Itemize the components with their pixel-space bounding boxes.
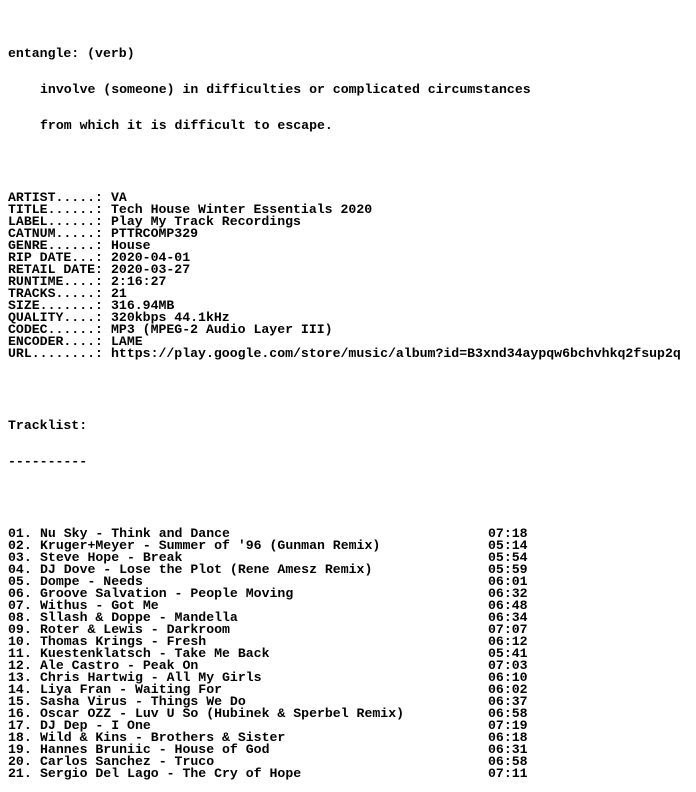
track-title: Thomas Krings - Fresh [40, 634, 207, 649]
info-key: URL........: [8, 346, 103, 361]
release-info-block [8, 192, 694, 360]
track-row [8, 720, 694, 732]
info-key: SIZE.......: [8, 298, 103, 313]
info-key: LABEL......: [8, 214, 103, 229]
track-title: Sasha Virus - Things We Do [40, 694, 246, 709]
track-title: Kuestenklatsch - Take Me Back [40, 646, 270, 661]
track-number: 03. [8, 550, 32, 565]
track-duration: 07:11 [488, 766, 528, 781]
tracklist-heading: Tracklist: [8, 418, 88, 433]
track-number: 11. [8, 646, 32, 661]
track-duration: 06:32 [488, 586, 528, 601]
track-title: Nu Sky - Think and Dance [40, 526, 230, 541]
track-number: 02. [8, 538, 32, 553]
track-number: 18. [8, 730, 32, 745]
nfo-text-document [8, 24, 694, 792]
track-title: Groove Salvation - People Moving [40, 586, 294, 601]
track-number: 16. [8, 706, 32, 721]
track-title: Liya Fran - Waiting For [40, 682, 223, 697]
info-key: CATNUM.....: [8, 226, 103, 241]
track-title: Roter & Lewis - Darkroom [40, 622, 230, 637]
track-title: DJ Dep - I One [40, 718, 151, 733]
track-row [8, 552, 694, 564]
track-duration: 07:18 [488, 526, 528, 541]
track-duration: 06:12 [488, 634, 528, 649]
info-value: https://play.google.com/store/music/album?id=B3xnd34aypqw6bchvhkq2fsup2q [111, 346, 681, 361]
info-key: GENRE......: [8, 238, 103, 253]
track-title: Ale Castro - Peak On [40, 658, 199, 673]
info-value: 320kbps 44.1kHz [111, 310, 230, 325]
track-duration: 07:19 [488, 718, 528, 733]
info-value: Play My Track Recordings [111, 214, 301, 229]
track-row [8, 696, 694, 708]
track-number: 01. [8, 526, 32, 541]
definition-line-2: from which it is difficult to escape. [40, 118, 333, 133]
track-duration: 06:58 [488, 706, 528, 721]
track-number: 15. [8, 694, 32, 709]
track-number: 07. [8, 598, 32, 613]
track-duration: 06:31 [488, 742, 528, 757]
info-value: 21 [111, 286, 127, 301]
track-number: 08. [8, 610, 32, 625]
info-key: CODEC......: [8, 322, 103, 337]
track-duration: 06:58 [488, 754, 528, 769]
track-row [8, 600, 694, 612]
info-key: ENCODER....: [8, 334, 103, 349]
track-number: 09. [8, 622, 32, 637]
track-row [8, 744, 694, 756]
info-key: TITLE......: [8, 202, 103, 217]
info-value: PTTRCOMP329 [111, 226, 199, 241]
track-duration: 05:14 [488, 538, 528, 553]
info-key: TRACKS.....: [8, 286, 103, 301]
track-row [8, 624, 694, 636]
track-row [8, 684, 694, 696]
track-number: 20. [8, 754, 32, 769]
track-duration: 05:59 [488, 562, 528, 577]
track-number: 04. [8, 562, 32, 577]
track-number: 21. [8, 766, 32, 781]
track-row [8, 576, 694, 588]
track-duration: 06:01 [488, 574, 528, 589]
track-number: 13. [8, 670, 32, 685]
track-duration: 05:54 [488, 550, 528, 565]
track-number: 12. [8, 658, 32, 673]
track-row [8, 672, 694, 684]
track-number: 19. [8, 742, 32, 757]
info-key: ARTIST.....: [8, 190, 103, 205]
info-key: QUALITY....: [8, 310, 103, 325]
info-row [8, 348, 694, 360]
track-number: 14. [8, 682, 32, 697]
track-duration: 06:18 [488, 730, 528, 745]
spacer [8, 384, 694, 396]
info-value: LAME [111, 334, 143, 349]
tracklist-underline: ---------- [8, 454, 88, 469]
definition-line-1: involve (someone) in difficulties or complicated circumstances [40, 82, 531, 97]
info-value: MP3 (MPEG-2 Audio Layer III) [111, 322, 333, 337]
track-row [8, 768, 694, 780]
track-number: 10. [8, 634, 32, 649]
info-value: 316.94MB [111, 298, 175, 313]
spacer [8, 156, 694, 168]
track-number: 17. [8, 718, 32, 733]
track-title: Hannes Bruniic - House of God [40, 742, 270, 757]
track-duration: 06:10 [488, 670, 528, 685]
track-duration: 06:34 [488, 610, 528, 625]
track-title: Sergio Del Lago - The Cry of Hope [40, 766, 302, 781]
info-value: 2020-03-27 [111, 262, 191, 277]
track-row [8, 660, 694, 672]
track-row [8, 612, 694, 624]
info-value: Tech House Winter Essentials 2020 [111, 202, 373, 217]
track-title: Dompe - Needs [40, 574, 143, 589]
track-row [8, 564, 694, 576]
track-title: Withus - Got Me [40, 598, 159, 613]
track-duration: 06:37 [488, 694, 528, 709]
track-row [8, 588, 694, 600]
track-duration: 07:07 [488, 622, 528, 637]
track-title: DJ Dove - Lose the Plot (Rene Amesz Remix) [40, 562, 373, 577]
tracklist [8, 528, 694, 780]
track-duration: 07:03 [488, 658, 528, 673]
track-number: 05. [8, 574, 32, 589]
info-value: House [111, 238, 151, 253]
track-title: Steve Hope - Break [40, 550, 183, 565]
info-value: 2:16:27 [111, 274, 167, 289]
spacer [8, 492, 694, 504]
track-duration: 06:02 [488, 682, 528, 697]
info-value: VA [111, 190, 127, 205]
track-title: Chris Hartwig - All My Girls [40, 670, 262, 685]
track-row [8, 708, 694, 720]
track-title: Oscar OZZ - Luv U So (Hubinek & Sperbel Remix) [40, 706, 405, 721]
track-duration: 05:41 [488, 646, 528, 661]
track-title: Carlos Sanchez - Truco [40, 754, 215, 769]
info-key: RETAIL DATE: [8, 262, 103, 277]
track-title: Wild & Kins - Brothers & Sister [40, 730, 286, 745]
track-row [8, 636, 694, 648]
info-key: RIP DATE...: [8, 250, 103, 265]
definition-word: entangle: (verb) [8, 46, 135, 61]
track-row [8, 648, 694, 660]
track-title: Sllash & Doppe - Mandella [40, 610, 238, 625]
info-value: 2020-04-01 [111, 250, 191, 265]
info-key: RUNTIME....: [8, 274, 103, 289]
track-row [8, 732, 694, 744]
track-number: 06. [8, 586, 32, 601]
track-duration: 06:48 [488, 598, 528, 613]
track-row [8, 756, 694, 768]
track-title: Kruger+Meyer - Summer of '96 (Gunman Remix) [40, 538, 381, 553]
